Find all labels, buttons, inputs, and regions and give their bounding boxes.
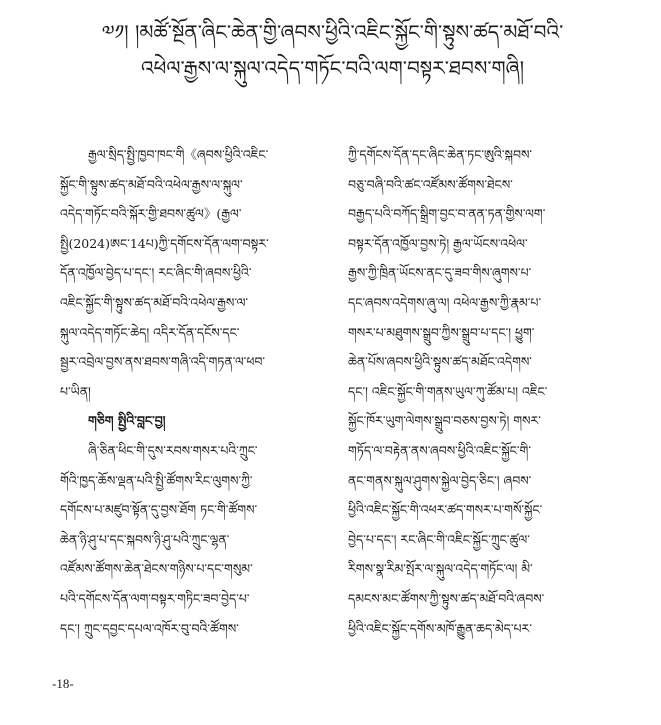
- text-line: ཞི་ཅིན་ཕིང་གི་དུས་རབས་གསར་པའི་ཀྲུང་: [88, 442, 258, 458]
- title-line-2: འཕེལ་རྒྱས་ལ་སྐུལ་འདེད་གཏོང་བའི་ལག་བསྟར་ཐབས་གཞི།: [140, 56, 525, 80]
- text-line: བརྒྱད་པའི་བཀོད་སྒྲིག་བྱང་བ་ནན་ཏན་གྱིས་ལག་: [348, 206, 546, 222]
- text-line: གཏོད་ལ་བརྟེན་ནས་ཞབས་ཕྱིའི་འཇིང་སྐྱོང་གི་: [348, 442, 531, 458]
- text-line: འདེད་གཏོང་བའི་སྐོར་གྱི་ཐབས་ཚུལ》(རྒྱལ་: [60, 206, 242, 222]
- text-line: དོན་འཁྱོལ་བྱེད་པ་དང་། རང་ཞིང་གི་ཞབས་ཕྱིའི་: [60, 265, 252, 281]
- text-line: སྤྱི(2024)ཨང་14པ)ཀྱི་དགོངས་དོན་ལག་བསྟར་: [60, 235, 269, 251]
- text-line: བཅུ་བཞི་བའི་ཚང་འཛོམས་ཚོགས་ཐེངས་: [348, 176, 513, 192]
- text-line: དང་། ཀྲུང་དབྱང་དཔལ་འཁོར་བུ་བའི་ཚོགས་: [60, 620, 239, 636]
- text-line: ནང་གནས་སྐུལ་ཤུགས་སྐྱེལ་བྱེད་ཅིང་། ཞབས་: [348, 472, 532, 488]
- left-column: [60, 140, 328, 643]
- text-line: དང་། འཇིང་སྐྱོང་གི་གནས་ཡུལ་ཀུ་ཚོམ་པ། འཇིང་: [348, 383, 548, 399]
- text-line: དང་ཞབས་འདེགས་ཞུ་ལ། འཕེལ་རྒྱས་ཀྱི་རྣམ་པ་: [348, 294, 542, 310]
- text-line: ཕྱིའི་འཇིང་སྐྱོང་དགོས་མཁོ་རྒྱུན་ཆད་མེད་པར་: [348, 620, 532, 636]
- title-line-1: ༧༡། །མཚོ་སྔོན་ཞིང་ཆེན་གྱི་ཞབས་ཕྱིའི་འཇིང་སྐྱོང་གི་སྟུས་ཚད་མཐོ་བའི་: [101, 20, 564, 44]
- page-number: -18-: [52, 676, 74, 691]
- section-heading: གཅིག སྤྱིའི་བླང་བྱ།: [88, 413, 166, 429]
- text-line: ཀྱི་དགོངས་དོན་དང་ཞིང་ཆེན་ཏང་ཨུའི་སྐབས་: [348, 147, 533, 162]
- text-line: པའི་དགོངས་དོན་ལག་བསྟར་གཏིང་ཟབ་བྱེད་པ་: [60, 590, 250, 606]
- text-line: ཆེན་ཉི་ཤུ་པ་དང་སྐབས་ཉི་ཤུ་པའི་ཀྲུང་ལྷན་: [60, 531, 230, 547]
- page-title: [40, 14, 625, 86]
- text-line: པ་ཡིན།: [60, 383, 91, 399]
- text-line: ཕྱིའི་འཇིང་སྐྱོང་གི་འཕར་ཚད་གསར་པ་གསོ་སྐྱོང་: [348, 502, 543, 518]
- text-line: སྐྱོང་གི་སྟུས་ཚད་མཐོ་བའི་འཕེལ་རྒྱས་ལ་སྐུལ་: [60, 176, 243, 192]
- text-line: སྦྱར་འབྲེལ་བྱས་ནས་ཐབས་གཞི་འདི་གཏན་ལ་ཕབ་: [60, 354, 266, 370]
- text-line: དགོངས་པ་མཛུབ་སྟོན་དུ་བྱས་ཐོག ཏང་གི་ཚོགས་: [60, 502, 258, 518]
- text-line: འཇིང་སྐྱོང་གི་སྟུས་ཚད་མཐོ་བའི་འཕེལ་རྒྱས་ལ་: [60, 294, 249, 310]
- text-line: རྒྱས་ཀྱི་ཁྲིན་ཡོངས་ནང་དུ་ཟབ་གིས་ཞུགས་པ་: [348, 265, 532, 281]
- text-line: ཆེན་པོས་ཞབས་ཕྱིའི་སྟུས་ཚད་མཐོང་འདེགས་: [348, 354, 532, 370]
- text-line: འཛོམས་ཚོགས་ཆེན་ཐེངས་གཉིས་པ་དང་གསུམ་: [60, 561, 253, 577]
- text-line: བསྟར་དོན་འཁྱོལ་བྱས་ཏེ། རྒྱལ་ཡོངས་འཕེལ་: [348, 235, 528, 251]
- text-line: སྐུལ་འདེད་གཏོང་ཆེད། འདིར་དོན་དངོས་དང་: [60, 324, 240, 340]
- text-line: དམངས་མང་ཚོགས་ཀྱི་སྟུས་ཚད་མཐོ་བའི་ཞབས་: [348, 590, 545, 606]
- text-line: གསར་པ་མཐུགས་སྒྲུབ་ཀྱིས་སྒྲུབ་པ་དང་། ཕྱུག་: [348, 324, 535, 340]
- text-line: བྱེད་པ་དང་། རང་ཞིང་གི་འཇིང་སྐྱོང་ཀྲུང་ཚུལ་: [348, 531, 530, 547]
- text-line: རིགས་སྣ་རིམ་སྤོར་ལ་སྐུལ་འདེད་གཏོང་ལ། མི་: [348, 561, 533, 577]
- text-line: སྐྱོང་ཁོར་ཡུག་ལེགས་སྒྲུབ་བཅས་བྱས་ཏེ། གསར་: [348, 413, 541, 429]
- text-line: གོའི་ཁྱད་ཆོས་ལྡན་པའི་སྤྱི་ཚོགས་རིང་ལུགས་ཀྱི་: [60, 472, 253, 488]
- text-line: རྒྱལ་སྲིད་སྤྱི་ཁྱབ་ཁང་གི《ཞབས་ཕྱིའི་འཇིང་: [88, 147, 269, 162]
- right-column: [348, 140, 616, 643]
